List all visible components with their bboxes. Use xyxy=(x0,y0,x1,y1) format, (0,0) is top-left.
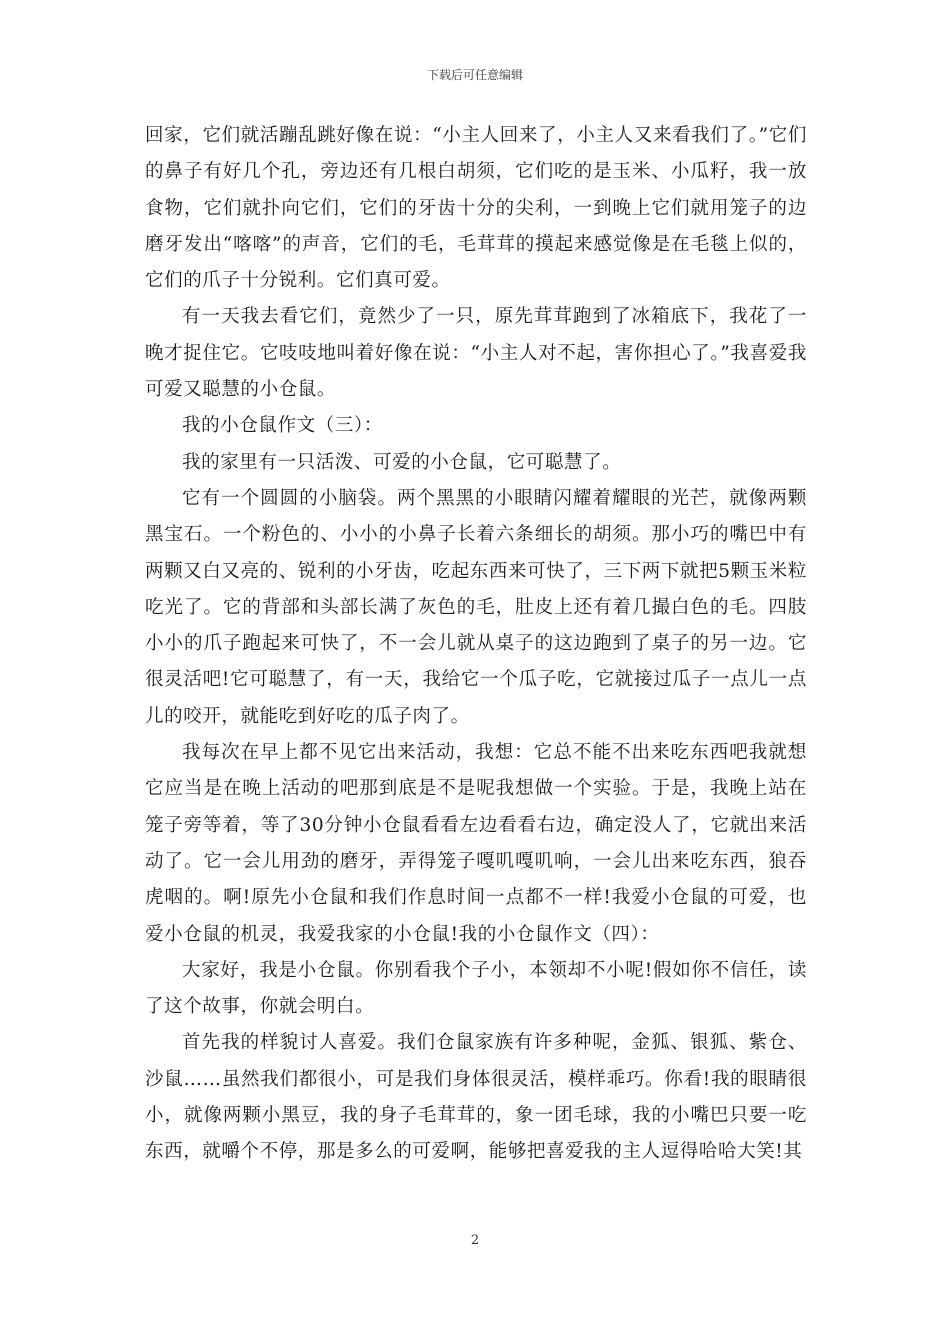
page-header: 下载后可任意编辑 xyxy=(426,68,523,82)
page-number: 2 xyxy=(470,1233,480,1248)
section-heading: 我的小仓鼠作文（三）： xyxy=(182,415,383,437)
paragraph: 首先我的样貌讨人喜爱。我们仓鼠家族有许多种呢，金狐、银狐、紫仓、沙鼠……虽然我们都很小，可是我们身体很灵活，模样乖巧。你看!我的眼睛很小，就像两颗小黑豆，我的身子毛茸茸的，象一团毛球，我的小嘴巴只要一吃东西，就嚼个不停，那是多么的可爱啊，能够把喜爱我的主人逗得哈哈大笑!其 xyxy=(145,1032,807,1163)
paragraph: 有一天我去看它们，竟然少了一只，原先茸茸跑到了冰箱底下，我花了一晚才捉住它。它吱吱地叫着好像在说：“小主人对不起，害你担心了。”我喜爱我可爱又聪慧的小仓鼠。 xyxy=(145,306,807,401)
paragraph: 它有一个圆圆的小脑袋。两个黑黑的小眼睛闪耀着耀眼的光芒，就像两颗黑宝石。一个粉色的、小小的小鼻子长着六条细长的胡须。那小巧的嘴巴中有两颗又白又亮的、锐利的小牙齿，吃起东西来可快了，三下两下就把5颗玉米粒吃光了。它的背部和头部长满了灰色的毛，肚皮上还有着几撮白色的毛。四肢小小的爪子跑起来可快了，不一会儿就从桌子的这边跑到了桌子的另一边。它很灵活吧!它可聪慧了，有一天，我给它一个瓜子吃，它就接过瓜子一点儿一点儿的咬开，就能吃到好吃的瓜子肉了。 xyxy=(145,487,807,727)
document-body xyxy=(145,118,807,1171)
paragraph: 回家，它们就活蹦乱跳好像在说：“小主人回来了，小主人又来看我们了。”它们的鼻子有好几个孔，旁边还有几根白胡须，它们吃的是玉米、小瓜籽，我一放食物，它们就扑向它们，它们的牙齿十分的尖利，一到晚上它们就用笼子的边磨牙发出“喀喀”的声音，它们的毛，毛茸茸的摸起来感觉像是在毛毯上似的，它们的爪子十分锐利。它们真可爱。 xyxy=(145,125,807,292)
paragraph: 大家好，我是小仓鼠。你别看我个子小，本领却不小呢!假如你不信任，读了这个故事，你就会明白。 xyxy=(145,959,807,1018)
paragraph: 我的家里有一只活泼、可爱的小仓鼠，它可聪慧了。 xyxy=(182,451,622,473)
paragraph: 我每次在早上都不见它出来活动，我想：它总不能不出来吃东西吧我就想它应当是在晚上活动的吧那到底是不是呢我想做一个实验。于是，我晚上站在笼子旁等着，等了30分钟小仓鼠看看左边看看右边，确定没人了，它就出来活动了。它一会儿用劲的磨牙，弄得笼子嘎叽嘎叽响，一会儿出来吃东西，狼吞虎咽的。啊!原先小仓鼠和我们作息时间一点都不一样!我爱小仓鼠的可爱，也爱小仓鼠的机灵，我爱我家的小仓鼠!我的小仓鼠作文（四）： xyxy=(145,742,807,945)
